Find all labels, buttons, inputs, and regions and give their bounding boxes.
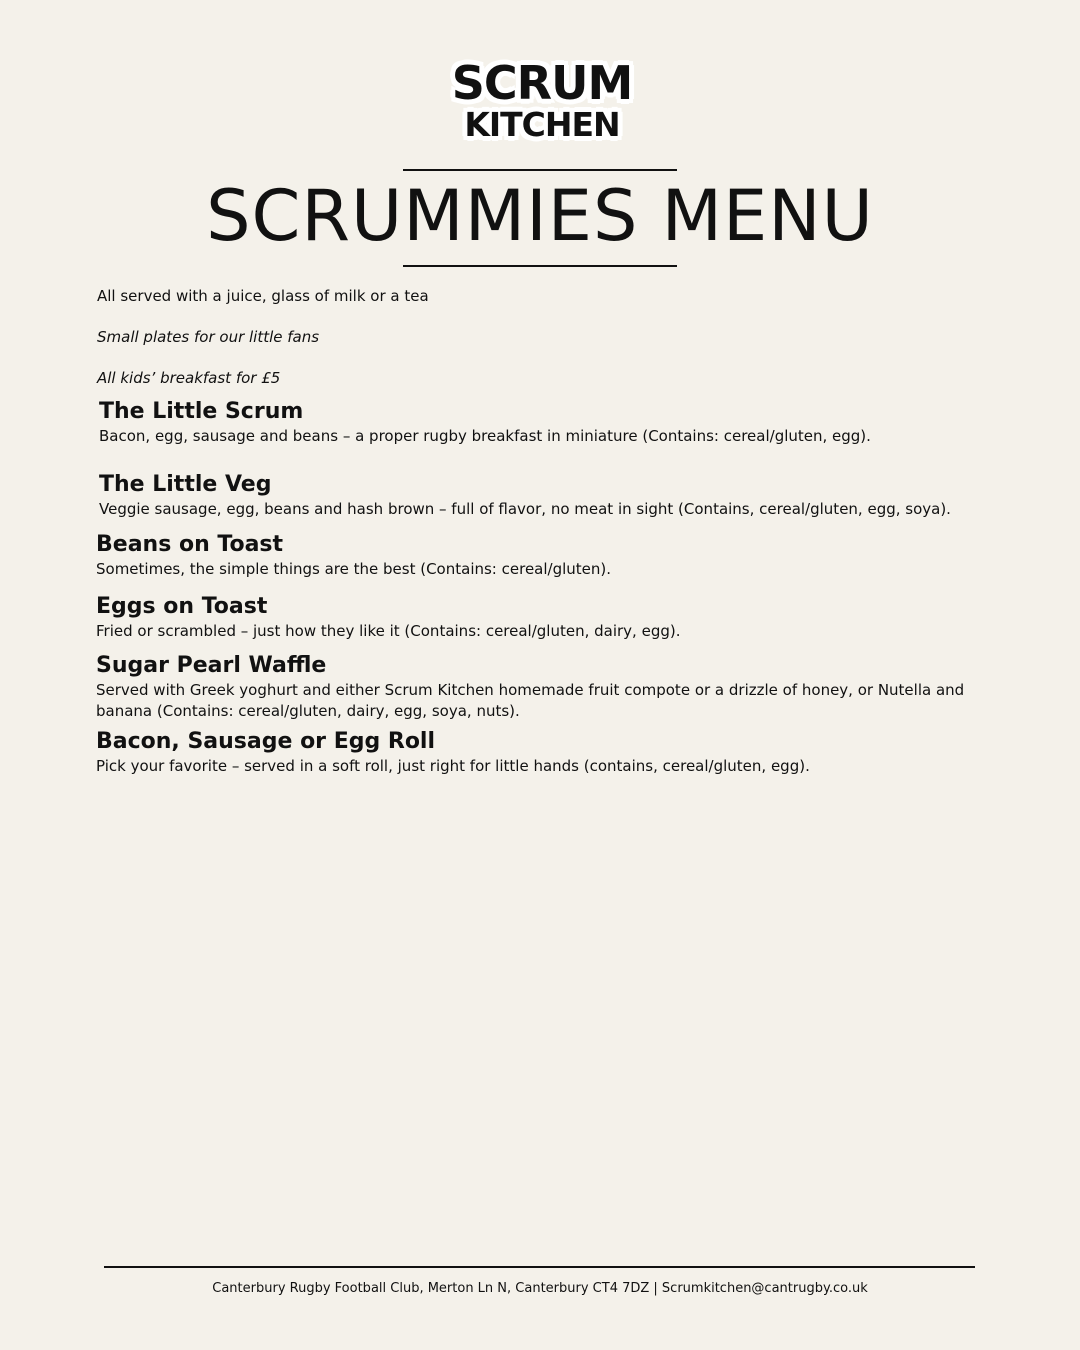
title-divider-bottom <box>403 265 677 267</box>
menu-item-bacon-sausage-egg-roll <box>96 728 996 777</box>
menu-item-description: Veggie sausage, egg, beans and hash brown – full of flavor, no meat in sight (Contains, cereal/gluten, egg, soya). <box>99 500 951 518</box>
menu-item-description: Fried or scrambled – just how they like it (Contains: cereal/gluten, dairy, egg). <box>96 622 681 640</box>
menu-item-name: The Little Scrum <box>99 399 304 424</box>
logo-word-scrum: SCRUM <box>451 55 633 110</box>
menu-item-description: Bacon, egg, sausage and beans – a proper rugby breakfast in miniature (Contains: cereal/gluten, egg). <box>99 427 871 445</box>
menu-item-beans-on-toast <box>96 531 996 580</box>
scrum-kitchen-logo <box>446 52 638 148</box>
menu-item-little-veg <box>99 471 999 520</box>
menu-item-name: Beans on Toast <box>96 532 284 557</box>
menu-item-name: The Little Veg <box>99 472 272 497</box>
footer-address: Canterbury Rugby Football Club, Merton Ln N, Canterbury CT4 7DZ | Scrumkitchen@cantrugby.co.uk <box>212 1281 868 1296</box>
title-divider-top <box>403 169 677 171</box>
menu-item-description: Served with Greek yoghurt and either Scrum Kitchen homemade fruit compote or a drizzle of honey, or Nutella and banana (Contains: cereal/gluten, dairy, egg, soya, nuts). <box>96 681 965 720</box>
intro-served-with: All served with a juice, glass of milk or a tea <box>97 287 429 305</box>
intro-price-note: All kids’ breakfast for £5 <box>97 369 281 387</box>
menu-item-eggs-on-toast <box>96 593 996 642</box>
footer-divider <box>104 1266 975 1268</box>
menu-item-description: Pick your favorite – served in a soft roll, just right for little hands (contains, cereal/gluten, egg). <box>96 757 810 775</box>
menu-title: SCRUMMIES MENU <box>206 175 874 257</box>
menu-item-description: Sometimes, the simple things are the best (Contains: cereal/gluten). <box>96 560 612 578</box>
logo-word-kitchen: KITCHEN <box>464 104 620 144</box>
menu-item-little-scrum <box>99 398 999 447</box>
menu-item-name: Sugar Pearl Waffle <box>96 653 327 678</box>
menu-item-name: Eggs on Toast <box>96 594 268 619</box>
intro-small-plates: Small plates for our little fans <box>97 328 320 346</box>
menu-item-sugar-pearl-waffle <box>96 652 981 722</box>
menu-item-name: Bacon, Sausage or Egg Roll <box>96 729 436 754</box>
